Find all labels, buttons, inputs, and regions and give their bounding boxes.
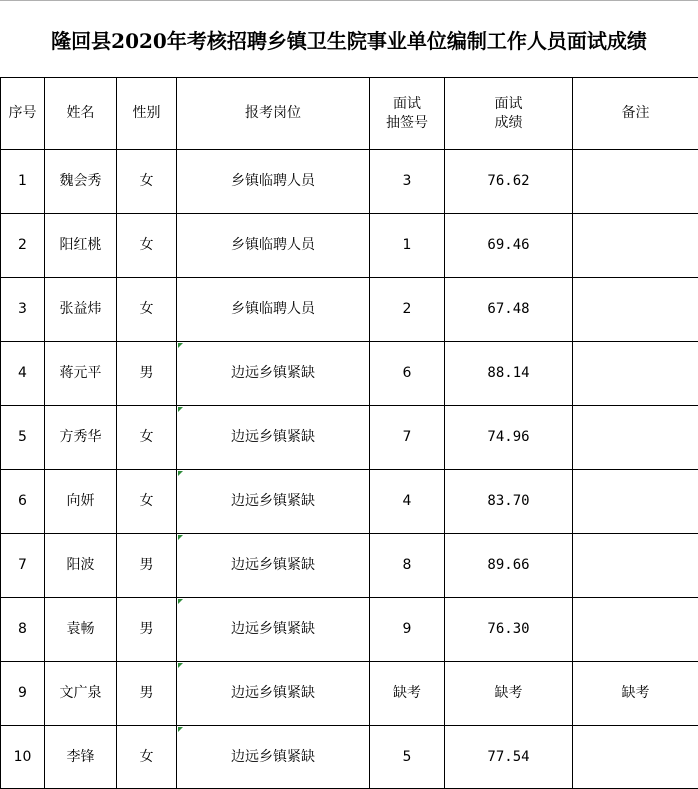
cell-no: 8 <box>1 598 45 662</box>
cell-name: 方秀华 <box>45 406 117 470</box>
cell-position: 边远乡镇紧缺 <box>177 726 370 789</box>
cell-remark <box>573 726 698 789</box>
cell-no: 6 <box>1 470 45 534</box>
cell-name: 阳波 <box>45 534 117 598</box>
cell-draw: 8 <box>370 534 445 598</box>
cell-no: 7 <box>1 534 45 598</box>
cell-score: 88.14 <box>445 342 573 406</box>
cell-draw: 6 <box>370 342 445 406</box>
cell-no: 3 <box>1 278 45 342</box>
cell-score: 67.48 <box>445 278 573 342</box>
header-position: 报考岗位 <box>177 78 370 150</box>
cell-score: 69.46 <box>445 214 573 278</box>
header-name: 姓名 <box>45 78 117 150</box>
header-no: 序号 <box>1 78 45 150</box>
cell-score: 74.96 <box>445 406 573 470</box>
results-body <box>1 78 698 789</box>
table-row <box>1 598 698 662</box>
cell-name: 文广泉 <box>45 662 117 726</box>
cell-name: 魏会秀 <box>45 150 117 214</box>
table-row <box>1 342 698 406</box>
cell-remark <box>573 342 698 406</box>
header-score <box>445 78 573 150</box>
cell-name: 阳红桃 <box>45 214 117 278</box>
cell-gender: 女 <box>117 278 177 342</box>
cell-gender: 男 <box>117 598 177 662</box>
cell-gender: 男 <box>117 662 177 726</box>
cell-draw: 5 <box>370 726 445 789</box>
cell-draw: 1 <box>370 214 445 278</box>
cell-remark <box>573 278 698 342</box>
cell-no: 4 <box>1 342 45 406</box>
table-row <box>1 470 698 534</box>
header-score-line2: 成绩 <box>494 114 523 131</box>
cell-draw: 2 <box>370 278 445 342</box>
header-gender: 性别 <box>117 78 177 150</box>
cell-score: 76.30 <box>445 598 573 662</box>
table-row <box>1 534 698 598</box>
table-row <box>1 662 698 726</box>
cell-position: 乡镇临聘人员 <box>177 214 370 278</box>
cell-score: 77.54 <box>445 726 573 789</box>
header-draw-line1: 面试 <box>393 95 421 112</box>
cell-remark: 缺考 <box>573 662 698 726</box>
cell-no: 5 <box>1 406 45 470</box>
cell-position: 乡镇临聘人员 <box>177 278 370 342</box>
cell-draw: 3 <box>370 150 445 214</box>
cell-remark <box>573 598 698 662</box>
cell-name: 张益炜 <box>45 278 117 342</box>
cell-no: 10 <box>1 726 45 789</box>
header-row <box>1 78 698 150</box>
cell-name: 李锋 <box>45 726 117 789</box>
results-table <box>0 77 698 789</box>
cell-position: 边远乡镇紧缺 <box>177 342 370 406</box>
cell-remark <box>573 214 698 278</box>
cell-gender: 男 <box>117 534 177 598</box>
cell-gender: 女 <box>117 214 177 278</box>
cell-position: 边远乡镇紧缺 <box>177 598 370 662</box>
page-title: 隆回县2020年考核招聘乡镇卫生院事业单位编制工作人员面试成绩 <box>0 0 698 77</box>
cell-score: 76.62 <box>445 150 573 214</box>
cell-gender: 女 <box>117 406 177 470</box>
cell-draw: 7 <box>370 406 445 470</box>
cell-draw: 缺考 <box>370 662 445 726</box>
table-row <box>1 278 698 342</box>
table-row <box>1 214 698 278</box>
cell-position: 边远乡镇紧缺 <box>177 662 370 726</box>
cell-gender: 女 <box>117 150 177 214</box>
cell-name: 向妍 <box>45 470 117 534</box>
table-row <box>1 406 698 470</box>
cell-position: 边远乡镇紧缺 <box>177 470 370 534</box>
cell-no: 9 <box>1 662 45 726</box>
header-draw <box>370 78 445 150</box>
cell-name: 蒋元平 <box>45 342 117 406</box>
cell-position: 乡镇临聘人员 <box>177 150 370 214</box>
cell-name: 袁畅 <box>45 598 117 662</box>
cell-position: 边远乡镇紧缺 <box>177 534 370 598</box>
cell-remark <box>573 406 698 470</box>
header-remark: 备注 <box>573 78 698 150</box>
cell-score: 89.66 <box>445 534 573 598</box>
cell-score: 缺考 <box>445 662 573 726</box>
cell-position: 边远乡镇紧缺 <box>177 406 370 470</box>
cell-no: 1 <box>1 150 45 214</box>
header-draw-line2: 抽签号 <box>386 114 428 131</box>
cell-remark <box>573 470 698 534</box>
cell-remark <box>573 150 698 214</box>
header-score-line1: 面试 <box>494 95 523 112</box>
cell-gender: 女 <box>117 726 177 789</box>
cell-no: 2 <box>1 214 45 278</box>
table-row <box>1 150 698 214</box>
cell-score: 83.70 <box>445 470 573 534</box>
cell-draw: 4 <box>370 470 445 534</box>
cell-gender: 女 <box>117 470 177 534</box>
cell-remark <box>573 534 698 598</box>
cell-gender: 男 <box>117 342 177 406</box>
cell-draw: 9 <box>370 598 445 662</box>
table-row <box>1 726 698 789</box>
